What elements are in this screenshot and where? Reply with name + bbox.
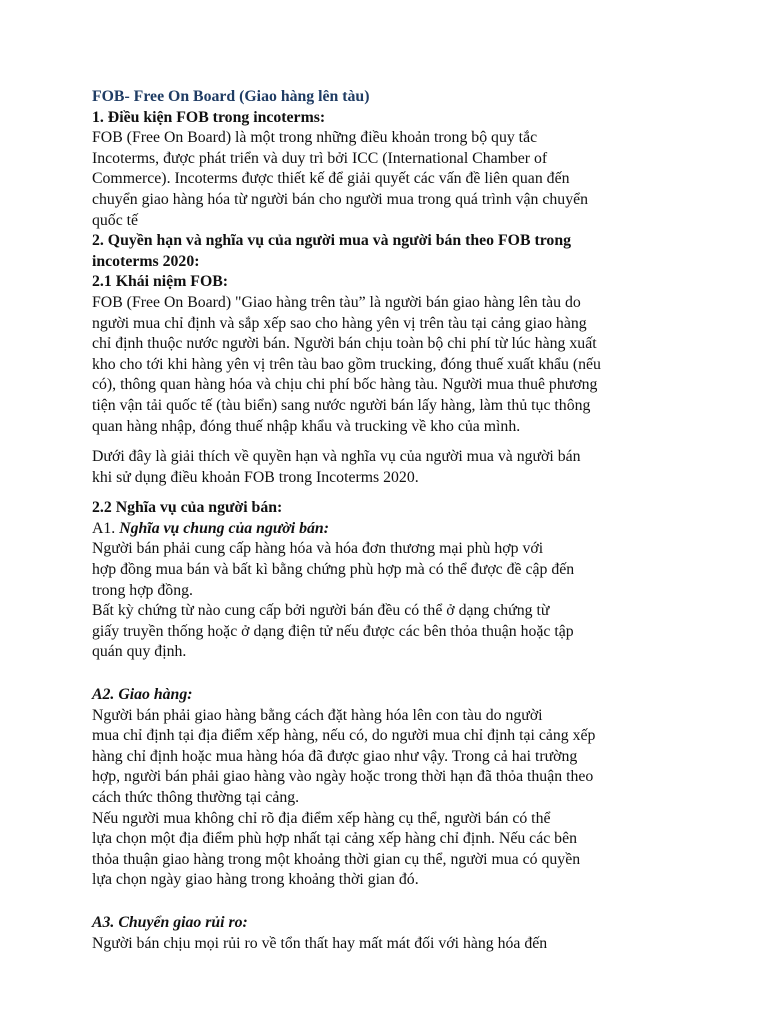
heading-line: incoterms 2020: bbox=[92, 252, 200, 270]
text-line: FOB (Free On Board) "Giao hàng trên tàu” là người bán giao hàng lên tàu do bbox=[92, 293, 581, 311]
text-line: chuyển giao hàng hóa từ người bán cho người mua trong quá trình vận chuyển bbox=[92, 190, 588, 208]
document-body bbox=[92, 87, 692, 954]
text-line: lựa chọn một địa điểm phù hợp nhất tại cảng xếp hàng chỉ định. Nếu các bên bbox=[92, 830, 577, 848]
text-line: mua chỉ định tại địa điểm xếp hàng, nếu có, do người mua chỉ định tại cảng xếp bbox=[92, 727, 596, 745]
text-line: Người bán phải giao hàng bằng cách đặt hàng hóa lên con tàu do người bbox=[92, 706, 543, 724]
section-a1-body bbox=[92, 539, 692, 663]
text-line: chỉ định thuộc nước người bán. Người bán chịu toàn bộ chi phí từ lúc hàng xuất bbox=[92, 335, 597, 353]
text-line: khi sử dụng điều khoản FOB trong Incoterms 2020. bbox=[92, 468, 419, 486]
text-line: quán quy định. bbox=[92, 643, 187, 661]
text-line: người mua chỉ định và sắp xếp sao cho hàng yên vị trên tàu tại cảng giao hàng bbox=[92, 314, 587, 332]
heading-line: 2. Quyền hạn và nghĩa vụ của người mua và người bán theo FOB trong bbox=[92, 232, 572, 250]
heading-1: 1. Điều kiện FOB trong incoterms: bbox=[92, 108, 326, 126]
paragraph-2 bbox=[92, 293, 692, 437]
text-line: Người bán phải cung cấp hàng hóa và hóa đơn thương mại phù hợp với bbox=[92, 540, 544, 558]
text-line: hàng chỉ định hoặc mua hàng hóa đã được giao như vậy. Trong cả hai trường bbox=[92, 747, 578, 765]
section-a2-body bbox=[92, 706, 692, 891]
text-line: Bất kỳ chứng từ nào cung cấp bởi người bán đều có thể ở dạng chứng từ bbox=[92, 602, 550, 620]
text-line: lựa chọn ngày giao hàng trong khoảng thời gian đó. bbox=[92, 871, 419, 889]
text-line: giấy truyền thống hoặc ở dạng điện tử nếu được các bên thỏa thuận hoặc tập bbox=[92, 622, 574, 640]
text-line: tiện vận tải quốc tế (tàu biển) sang nước người bán lấy hàng, làm thủ tục thông bbox=[92, 396, 591, 414]
paragraph-1 bbox=[92, 128, 692, 231]
heading-2-2: 2.2 Nghĩa vụ của người bán: bbox=[92, 499, 283, 517]
section-a2-title: A2. Giao hàng: bbox=[92, 686, 193, 704]
document-title: FOB- Free On Board (Giao hàng lên tàu) bbox=[92, 88, 370, 105]
heading-2 bbox=[92, 231, 692, 272]
text-line: Người bán chịu mọi rủi ro về tổn thất hay mất mát đối với hàng hóa đến bbox=[92, 934, 548, 952]
section-a3-body bbox=[92, 934, 692, 955]
spacer bbox=[92, 663, 692, 685]
spacer bbox=[92, 488, 692, 498]
text-line: Incoterms, được phát triển và duy trì bởi ICC (International Chamber of bbox=[92, 149, 548, 167]
paragraph-3 bbox=[92, 447, 692, 488]
section-a1-heading bbox=[92, 519, 692, 540]
spacer bbox=[92, 891, 692, 913]
text-line: kho cho tới khi hàng yên vị trên tàu bao gồm trucking, đóng thuế xuất khẩu (nếu bbox=[92, 355, 601, 373]
section-a3-title: A3. Chuyển giao rủi ro: bbox=[92, 913, 248, 931]
heading-2-1: 2.1 Khái niệm FOB: bbox=[92, 273, 229, 291]
text-line: Nếu người mua không chỉ rõ địa điểm xếp hàng cụ thể, người bán có thể bbox=[92, 809, 551, 827]
text-line: trong hợp đồng. bbox=[92, 581, 193, 599]
text-line: hợp, người bán phải giao hàng vào ngày hoặc trong thời hạn đã thỏa thuận theo bbox=[92, 768, 594, 786]
text-line: Dưới đây là giải thích về quyền hạn và nghĩa vụ của người mua và người bán bbox=[92, 448, 581, 466]
text-line: cách thức thông thường tại cảng. bbox=[92, 789, 300, 806]
text-line: FOB (Free On Board) là một trong những điều khoản trong bộ quy tắc bbox=[92, 129, 538, 147]
text-line: thỏa thuận giao hàng trong một khoảng thời gian cụ thể, người mua có quyền bbox=[92, 850, 581, 868]
section-a1-title: Nghĩa vụ chung của người bán: bbox=[119, 519, 329, 537]
text-line: quan hàng nhập, đóng thuế nhập khẩu và trucking về kho của mình. bbox=[92, 417, 521, 435]
section-a1-prefix: A1. bbox=[92, 519, 120, 537]
text-line: có), thông quan hàng hóa và chịu chi phí bốc hàng tàu. Người mua thuê phương bbox=[92, 376, 598, 394]
text-line: quốc tế bbox=[92, 211, 139, 229]
text-line: Commerce). Incoterms được thiết kế để giải quyết các vấn đề liên quan đến bbox=[92, 170, 570, 188]
text-line: hợp đồng mua bán và bất kì bằng chứng phù hợp mà có thể được đề cập đến bbox=[92, 561, 575, 579]
spacer bbox=[92, 437, 692, 447]
